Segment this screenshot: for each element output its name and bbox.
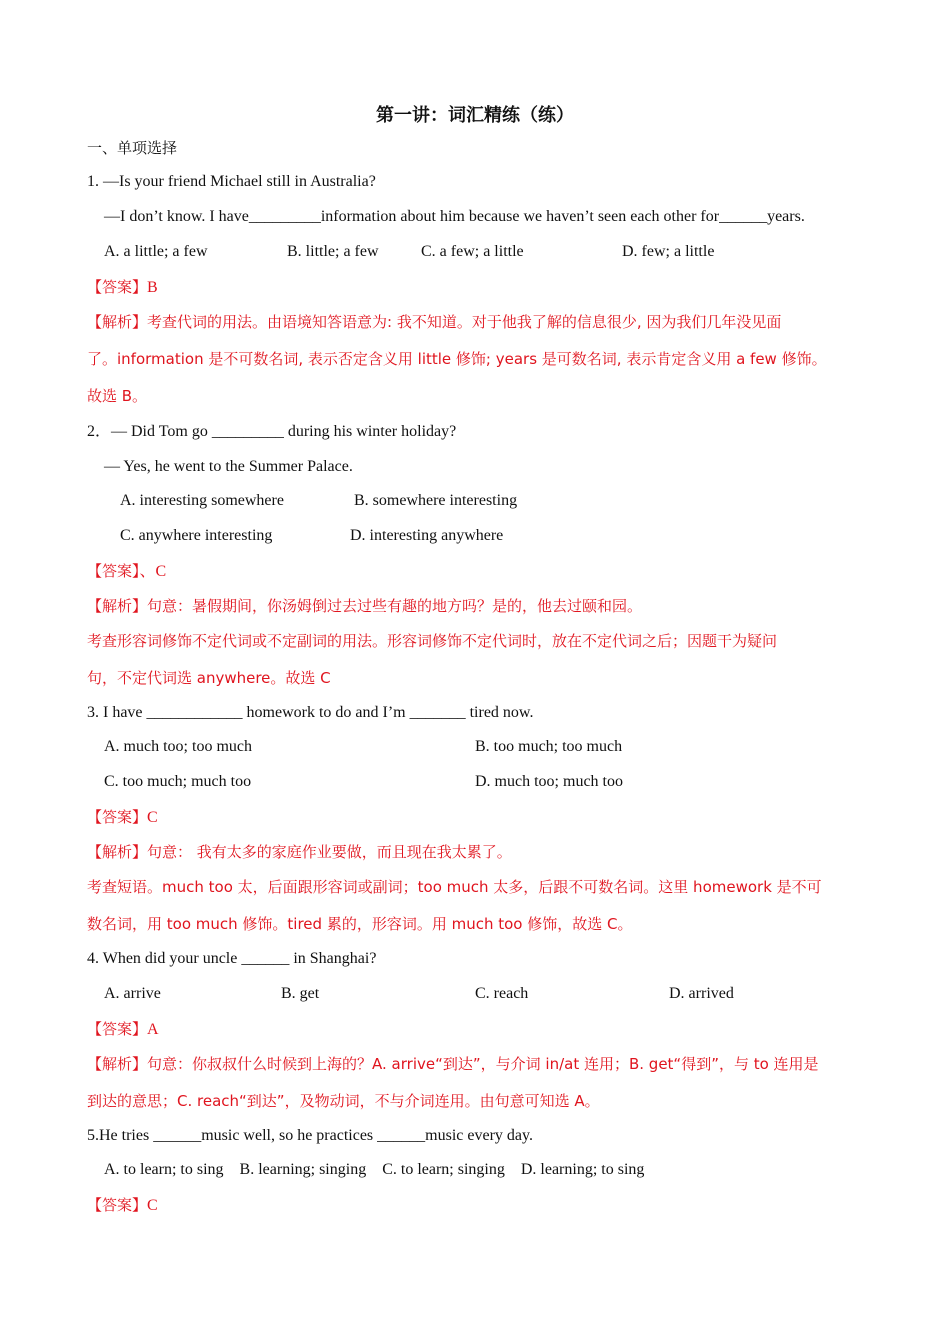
question-3-option-a: A. much too; too much bbox=[104, 738, 252, 755]
question-1-option-c: C. a few; a little bbox=[421, 243, 524, 260]
question-3-option-c: C. too much; much too bbox=[104, 773, 252, 790]
question-4-option-d: D. arrived bbox=[669, 985, 734, 1002]
question-1-answer bbox=[87, 276, 877, 299]
question-4-option-c: C. reach bbox=[475, 985, 529, 1002]
answer-value: B bbox=[147, 279, 158, 296]
question-1-option-a: A. a little; a few bbox=[104, 243, 208, 260]
question-2-option-b: B. somewhere interesting bbox=[354, 492, 518, 509]
question-3-analysis-line-2: 考查短语。much too 太，后面跟形容词或副词；too much 太多，后跟不可数名词。这里 homework 是不可 bbox=[87, 878, 822, 896]
question-5-stem: 5.He tries ______music well, so he practices ______music every day. bbox=[87, 1127, 533, 1144]
analysis-tag: 【解析】 bbox=[87, 597, 148, 615]
answer-tag: 【答案】 bbox=[87, 278, 148, 296]
page-title: 第一讲：词汇精练（练） bbox=[376, 105, 574, 126]
analysis-tag: 【解析】 bbox=[87, 313, 148, 331]
question-2-stem: 2．— Did Tom go _________ during his winter holiday? bbox=[87, 423, 457, 440]
question-4-option-a: A. arrive bbox=[104, 985, 161, 1002]
question-2-option-d: D. interesting anywhere bbox=[350, 527, 504, 544]
answer-value: 、C bbox=[139, 563, 167, 580]
answer-value: C bbox=[147, 809, 158, 826]
question-1-stem: 1. —Is your friend Michael still in Australia? bbox=[87, 173, 376, 190]
question-4-stem: 4. When did your uncle ______ in Shanghai? bbox=[87, 950, 377, 967]
question-1-option-b: B. little; a few bbox=[287, 243, 379, 260]
question-1-analysis-line-1 bbox=[87, 311, 877, 333]
question-4-analysis-line-1 bbox=[87, 1053, 877, 1075]
answer-value: C bbox=[147, 1197, 158, 1214]
question-3-analysis-line-3: 数名词，用 too much 修饰。tired 累的，形容词。用 much too 修饰，故选 C。 bbox=[87, 915, 633, 933]
question-2-option-a: A. interesting somewhere bbox=[120, 492, 284, 509]
analysis-tag: 【解析】 bbox=[87, 1055, 148, 1073]
question-2-analysis-line-2: 考查形容词修饰不定代词或不定副词的用法。形容词修饰不定代词时，放在不定代词之后；因题干为疑问 bbox=[87, 632, 778, 650]
question-4-analysis-line-2: 到达的意思；C. reach“到达”，及物动词，不与介词连用。由句意可知选 A。 bbox=[87, 1092, 600, 1110]
analysis-text: 句意：你叔叔什么时候到上海的？A. arrive“到达”，与介词 in/at 连用；B. get“得到”，与 to 连用是 bbox=[147, 1055, 819, 1073]
question-3-stem: 3. I have ____________ homework to do and I’m _______ tired now. bbox=[87, 704, 534, 721]
answer-tag: 【答案】 bbox=[87, 1020, 148, 1038]
question-3-answer bbox=[87, 806, 877, 829]
answer-tag: 【答案】 bbox=[87, 1196, 148, 1214]
question-2-analysis-line-1 bbox=[87, 595, 877, 617]
question-3-analysis-line-1 bbox=[87, 841, 877, 863]
question-4-option-b: B. get bbox=[281, 985, 320, 1002]
question-2-analysis-line-3: 句，不定代词选 anywhere。故选 C bbox=[87, 669, 331, 687]
question-3-option-b: B. too much; too much bbox=[475, 738, 623, 755]
question-2-answer bbox=[87, 560, 877, 583]
question-5-answer bbox=[87, 1194, 877, 1217]
question-5-options: A. to learn; to sing B. learning; singing C. to learn; singing D. learning; to sing bbox=[104, 1161, 645, 1178]
analysis-tag: 【解析】 bbox=[87, 843, 148, 861]
answer-tag: 【答案】 bbox=[87, 562, 140, 580]
section-heading: 一、单项选择 bbox=[87, 139, 178, 157]
question-4-answer bbox=[87, 1018, 877, 1041]
question-1-option-d: D. few; a little bbox=[622, 243, 715, 260]
question-2-option-c: C. anywhere interesting bbox=[120, 527, 273, 544]
analysis-text: 考查代词的用法。由语境知答语意为: 我不知道。对于他我了解的信息很少, 因为我们几年没见面 bbox=[147, 313, 782, 331]
question-1-reply: —I don’t know. I have_________information about him because we haven’t seen each other for______years. bbox=[104, 208, 805, 225]
answer-tag: 【答案】 bbox=[87, 808, 148, 826]
question-2-reply: — Yes, he went to the Summer Palace. bbox=[104, 458, 353, 475]
question-3-option-d: D. much too; much too bbox=[475, 773, 623, 790]
analysis-text: 句意： 我有太多的家庭作业要做，而且现在我太累了。 bbox=[147, 843, 512, 861]
answer-value: A bbox=[147, 1021, 159, 1038]
question-1-analysis-line-3: 故选 B。 bbox=[87, 387, 148, 405]
question-1-analysis-line-2: 了。information 是不可数名词, 表示否定含义用 little 修饰; years 是可数名词, 表示肯定含义用 a few 修饰。 bbox=[87, 350, 827, 368]
analysis-text: 句意：暑假期间，你汤姆倒过去过些有趣的地方吗？是的，他去过颐和园。 bbox=[147, 597, 643, 615]
